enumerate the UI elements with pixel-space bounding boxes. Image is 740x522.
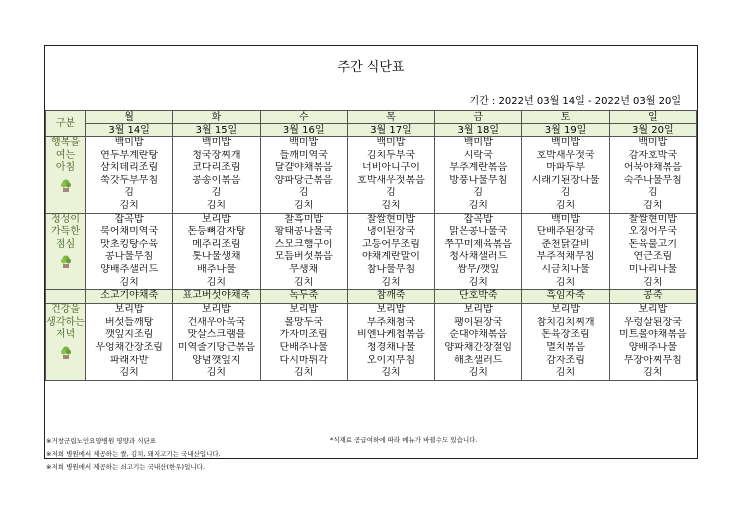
menu-item: 백미밥 — [551, 213, 581, 225]
menu-item: 김치 — [555, 199, 576, 211]
plant-icon — [60, 255, 72, 269]
menu-cell — [347, 137, 434, 214]
menu-item: 김치 — [643, 199, 663, 211]
menu-item: 양념깻잎지 — [192, 354, 241, 366]
menu-item: 방풍나물무침 — [449, 174, 508, 186]
menu-cell — [260, 304, 347, 381]
menu-item: 보리밥 — [201, 304, 231, 316]
menu-item: 연근조림 — [633, 251, 673, 263]
menu-item: 잡곡밥 — [463, 213, 493, 225]
menu-item: 김치 — [119, 199, 139, 211]
porridge-cell: 표고버섯야채죽 — [173, 290, 260, 304]
meal-label-line: 점심 — [55, 238, 76, 250]
menu-item: 백미밥 — [201, 137, 231, 148]
menu-item: 미역줄기당근볶음 — [177, 341, 256, 353]
menu-item: 마파두부 — [546, 162, 585, 174]
day-header: 수 — [260, 111, 347, 124]
menu-item: 김 — [648, 187, 658, 199]
menu-cell — [260, 213, 347, 290]
menu-item: 미나리나물 — [628, 263, 677, 275]
menu-item: 양배추샐러드 — [100, 263, 159, 275]
menu-item: 청경채나물 — [366, 341, 416, 353]
menu-item: 맛초킹탕수육 — [100, 238, 159, 250]
menu-item: 순대야채볶음 — [449, 329, 508, 341]
meal-label-line: 건강을 — [51, 304, 80, 316]
menu-item: 보리밥 — [638, 304, 668, 316]
menu-item: 멸치볶음 — [546, 341, 585, 353]
menu-item: 볼망두국 — [284, 316, 324, 328]
menu-item: 양배추나물 — [628, 341, 677, 353]
note-line: ※저희 병원에서 제공하는 쌀, 김치, 돼지고기는 국내산입니다. — [46, 450, 221, 458]
menu-item: 김치 — [206, 367, 227, 379]
menu-cell — [173, 304, 260, 381]
menu-item: 쑥갓두부무침 — [100, 174, 159, 186]
porridge-cell: 녹두죽 — [260, 290, 347, 304]
menu-item: 양파당근볶음 — [274, 174, 333, 186]
menu-item: 쌈무/깻잎 — [457, 263, 500, 275]
menu-item: 버섯들깨탕 — [104, 316, 154, 328]
menu-item: 보리밥 — [201, 213, 231, 225]
menu-item: 백미밥 — [289, 137, 319, 148]
porridge-cell: 콩죽 — [609, 290, 696, 304]
menu-item: 찰쌀현미밥 — [366, 213, 416, 225]
menu-item: 김치 — [643, 276, 663, 288]
menu-item: 쭈꾸미제육볶음 — [444, 238, 513, 250]
menu-item: 맑은콩나물국 — [449, 226, 508, 238]
menu-item: 코다리조림 — [192, 162, 241, 174]
date-header: 3월 20일 — [609, 124, 696, 137]
menu-item: 보리밥 — [463, 304, 493, 316]
menu-item: 청국장찌개 — [192, 149, 241, 161]
menu-item: 시금치나물 — [541, 263, 590, 275]
menu-item: 고등어무조림 — [362, 238, 420, 250]
menu-item: 김치 — [206, 276, 227, 288]
menu-item: 돈등뼈감자탕 — [187, 226, 246, 238]
menu-item: 부추채첨국 — [366, 316, 416, 328]
menu-item: 참나물무침 — [366, 263, 416, 275]
page-title: 주간 식단표 — [337, 60, 405, 75]
menu-cell — [435, 137, 522, 214]
menu-item: 김 — [124, 187, 134, 199]
menu-item: 냉이된장국 — [366, 226, 416, 238]
menu-item: 야채계란말이 — [362, 251, 420, 263]
porridge-row — [46, 290, 697, 304]
header-label: 구분 — [46, 111, 86, 137]
menu-item: 김치 — [381, 367, 401, 379]
menu-item: 호박새우젓볶음 — [357, 174, 425, 186]
menu-item: 김 — [473, 187, 484, 199]
menu-item: 보리밥 — [114, 304, 144, 316]
meal-row — [46, 213, 697, 290]
menu-item: 김치 — [294, 276, 314, 288]
menu-item: 김치 — [468, 199, 488, 211]
date-header: 3월 19일 — [522, 124, 609, 137]
day-header: 금 — [435, 111, 522, 124]
date-header: 3월 17일 — [347, 124, 434, 137]
menu-item: 가자미조림 — [279, 329, 328, 341]
menu-frame — [44, 45, 698, 459]
menu-cell — [260, 137, 347, 214]
menu-item: 백미밥 — [114, 137, 144, 148]
menu-item: 감자조림 — [546, 354, 585, 366]
menu-item: 콩나물무침 — [104, 251, 154, 263]
menu-cell — [609, 213, 696, 290]
menu-item: 찰흑미밥 — [284, 213, 324, 225]
note-line: ※저희 병원에서 제공하는 쇠고기는 국내산(한우)입니다. — [46, 463, 205, 471]
menu-item: 김치 — [294, 199, 314, 211]
menu-item: 삼치데리조림 — [100, 162, 159, 174]
menu-cell — [435, 213, 522, 290]
menu-item: 해초샐러드 — [454, 354, 503, 366]
menu-cell — [86, 213, 173, 290]
menu-item: 김 — [386, 187, 396, 199]
menu-item: 김치 — [468, 276, 488, 288]
menu-item: 백미밥 — [638, 137, 668, 148]
menu-item: 달걀야채볶음 — [274, 162, 333, 174]
menu-item: 김치 — [555, 276, 576, 288]
meal-label-line: 생각하는 — [46, 316, 85, 328]
menu-item: 김치두부국 — [366, 149, 416, 161]
menu-item: 청사채샐러드 — [449, 251, 508, 263]
meal-label — [46, 304, 86, 381]
menu-item: 콩송이볶음 — [192, 174, 241, 186]
menu-cell — [522, 304, 609, 381]
menu-item: 다시마튀각 — [279, 354, 328, 366]
menu-item: 팽이된장국 — [454, 316, 503, 328]
menu-item: 김치 — [294, 367, 314, 379]
menu-item: 감자호박국 — [628, 149, 677, 161]
menu-item: 보리밥 — [289, 304, 319, 316]
menu-item: 춘천닭갈비 — [541, 238, 590, 250]
meal-label-line: 가득한 — [51, 226, 80, 238]
menu-cell — [522, 213, 609, 290]
menu-cell — [173, 137, 260, 214]
meal-label-line: 행복을 — [51, 137, 80, 148]
menu-item: 스모크햄구이 — [274, 238, 333, 250]
menu-item: 보리밥 — [376, 304, 406, 316]
meal-row — [46, 304, 697, 381]
menu-item: 황태콩나물국 — [274, 226, 333, 238]
porridge-cell: 참깨죽 — [347, 290, 434, 304]
porridge-cell: 단호박죽 — [435, 290, 522, 304]
note-substitution: *식재료 공급여하에 따라 메뉴가 바뀔수도 있습니다. — [330, 436, 478, 444]
menu-cell — [522, 137, 609, 214]
menu-item: 김치 — [206, 199, 227, 211]
menu-item: 시락국 — [463, 149, 493, 161]
menu-item: 김치 — [555, 367, 576, 379]
date-header-row — [46, 124, 697, 137]
day-header-row — [46, 111, 697, 124]
meal-label-line: 여는 — [55, 149, 76, 161]
menu-item: 김치 — [381, 276, 401, 288]
menu-item: 백미밥 — [376, 137, 406, 148]
menu-item: 우렁살된장국 — [623, 316, 682, 328]
menu-item: 메추리조림 — [192, 238, 241, 250]
menu-cell — [347, 213, 434, 290]
porridge-cell: 흑임자죽 — [522, 290, 609, 304]
menu-item: 돈육불고기 — [628, 238, 677, 250]
menu-item: 양파채간장절임 — [444, 341, 513, 353]
date-header: 3월 18일 — [435, 124, 522, 137]
menu-item: 호박새우젓국 — [536, 149, 595, 161]
note-line: ※거창군립노인요양병원 영양과 식단표 — [46, 437, 157, 445]
menu-item: 북어채미역국 — [100, 226, 159, 238]
meal-label — [46, 137, 86, 214]
menu-item: 김 — [298, 187, 309, 199]
porridge-cell: 소고기야채죽 — [86, 290, 173, 304]
meal-label-line: 저녁 — [55, 329, 76, 341]
menu-cell — [86, 137, 173, 214]
menu-item: 맛살스크램블 — [187, 329, 246, 341]
menu-item: 김치 — [468, 367, 488, 379]
menu-item: 김 — [211, 187, 222, 199]
day-header: 월 — [86, 111, 173, 124]
meal-label-line: 아침 — [55, 162, 76, 174]
meal-label-line: 정성이 — [51, 213, 80, 225]
menu-item: 김치 — [119, 276, 139, 288]
menu-item: 돈육장조림 — [541, 329, 590, 341]
menu-item: 백미밥 — [551, 137, 581, 148]
menu-item: 오징어무국 — [628, 226, 677, 238]
menu-item: 무장아찌무침 — [623, 354, 682, 366]
meal-row — [46, 137, 697, 214]
menu-item: 배추나물 — [197, 263, 236, 275]
day-header: 일 — [609, 111, 696, 124]
menu-item: 숙주나물무침 — [623, 174, 682, 186]
day-header: 화 — [173, 111, 260, 124]
date-header: 3월 15일 — [173, 124, 260, 137]
menu-item: 오이지무침 — [366, 354, 416, 366]
menu-item: 단배추나물 — [279, 341, 328, 353]
menu-item: 김치 — [643, 367, 663, 379]
menu-item: 부추계란볶음 — [449, 162, 508, 174]
period-text: 기간 : 2022년 03월 14일 - 2022년 03월 20일 — [469, 96, 681, 107]
menu-item: 찰쌀현미밥 — [628, 213, 677, 225]
menu-item: 참치김치찌개 — [536, 316, 595, 328]
menu-item: 백미밥 — [463, 137, 493, 148]
menu-item: 김치 — [381, 199, 401, 211]
menu-item: 김치 — [119, 367, 139, 379]
plant-icon — [60, 346, 72, 360]
menu-cell — [609, 137, 696, 214]
menu-item: 단배추된장국 — [536, 226, 595, 238]
menu-item: 미트볼야채볶음 — [619, 329, 687, 341]
menu-cell — [609, 304, 696, 381]
meal-label — [46, 213, 86, 290]
menu-cell — [347, 304, 434, 381]
menu-item: 보리밥 — [551, 304, 581, 316]
menu-item: 시래기된장나물 — [531, 174, 600, 186]
menu-item: 파래자반 — [109, 354, 149, 366]
menu-item: 톳나물생채 — [192, 251, 241, 263]
day-header: 토 — [522, 111, 609, 124]
menu-item: 김 — [560, 187, 571, 199]
menu-table — [45, 110, 697, 381]
menu-item: 너비아니구이 — [362, 162, 420, 174]
day-header: 목 — [347, 111, 434, 124]
menu-item: 비엔나케첩볶음 — [357, 329, 425, 341]
menu-item: 들깨미역국 — [279, 149, 328, 161]
plant-icon — [60, 179, 72, 193]
menu-item: 깻잎지조림 — [104, 329, 154, 341]
menu-cell — [173, 213, 260, 290]
menu-item: 연두부계란탕 — [100, 149, 159, 161]
menu-item: 부추적채무침 — [536, 251, 595, 263]
menu-item: 잡곡밥 — [114, 213, 144, 225]
date-header: 3월 16일 — [260, 124, 347, 137]
menu-item: 무생채 — [289, 263, 319, 275]
notes — [46, 435, 221, 474]
menu-item: 어묵야채볶음 — [623, 162, 682, 174]
menu-cell — [435, 304, 522, 381]
menu-item: 모듬버섯볶음 — [274, 251, 333, 263]
menu-item: 건새우아욱국 — [187, 316, 246, 328]
date-header: 3월 14일 — [86, 124, 173, 137]
menu-item: 우엉채간장조림 — [95, 341, 163, 353]
menu-cell — [86, 304, 173, 381]
porridge-label — [46, 290, 86, 304]
